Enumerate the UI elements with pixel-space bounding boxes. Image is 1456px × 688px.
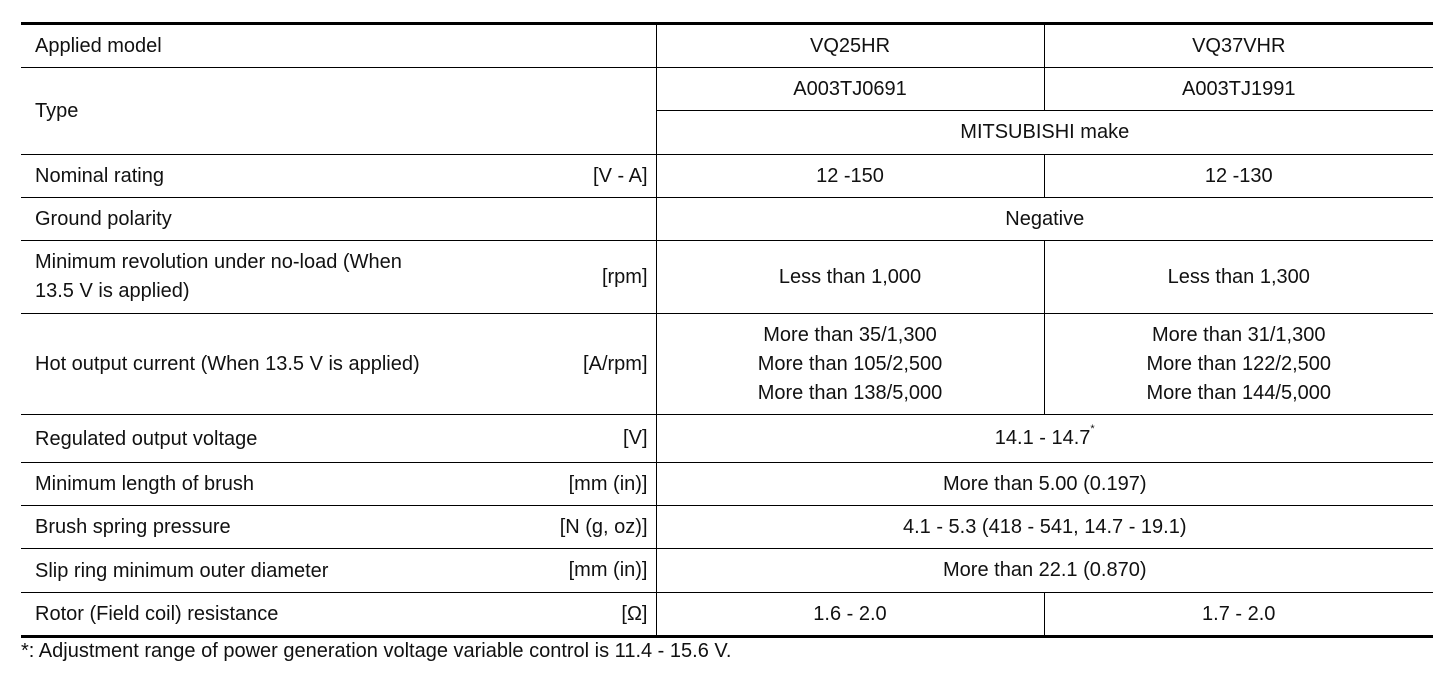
slip-ring-label: Slip ring minimum outer diameter: [35, 559, 329, 582]
hot-output-unit: [A/rpm]: [583, 352, 648, 375]
type-label: Type: [21, 68, 656, 155]
spring-pressure-label-cell: [21, 506, 656, 549]
row-brush-length: [21, 463, 1433, 506]
regulated-voltage-label: Regulated output voltage: [35, 427, 258, 450]
rotor-resistance-vq25hr: 1.6 - 2.0: [656, 593, 1044, 637]
hot-output-vq37vhr-line: More than 31/1,300: [1152, 323, 1326, 346]
ground-polarity-label: Ground polarity: [21, 198, 656, 241]
ground-polarity-value: Negative: [656, 198, 1433, 241]
min-revolution-vq25hr: Less than 1,000: [656, 241, 1044, 314]
row-ground-polarity: [21, 198, 1433, 241]
hot-output-vq37vhr: [1044, 314, 1433, 415]
brush-length-label: Minimum length of brush: [35, 473, 254, 495]
row-type: [21, 68, 1433, 111]
spring-pressure-value: 4.1 - 5.3 (418 - 541, 14.7 - 19.1): [656, 506, 1433, 549]
min-revolution-label-line1: Minimum revolution under no-load (When: [35, 251, 402, 273]
regulated-voltage-unit: [V]: [623, 427, 648, 449]
type-vq37vhr: A003TJ1991: [1044, 68, 1433, 111]
alternator-spec-table: [21, 22, 1433, 638]
type-make: MITSUBISHI make: [656, 111, 1433, 155]
model-vq37vhr: VQ37VHR: [1044, 24, 1433, 68]
regulated-voltage-label-cell: [21, 415, 656, 463]
hot-output-label: Hot output current (When 13.5 V is applied): [35, 353, 420, 375]
slip-ring-value: More than 22.1 (0.870): [656, 549, 1433, 593]
brush-length-value: More than 5.00 (0.197): [656, 463, 1433, 506]
nominal-rating-unit: [V - A]: [593, 164, 648, 187]
hot-output-label-cell: [21, 314, 656, 415]
row-applied-model: [21, 24, 1433, 68]
row-spring-pressure: [21, 506, 1433, 549]
model-vq25hr: VQ25HR: [656, 24, 1044, 68]
type-vq25hr: A003TJ0691: [656, 68, 1044, 111]
nominal-rating-vq37vhr: 12 -130: [1044, 155, 1433, 198]
regulated-voltage-value-cell: [656, 415, 1433, 463]
row-min-revolution: [21, 241, 1433, 314]
spring-pressure-unit: [N (g, oz)]: [559, 515, 648, 538]
applied-model-label: Applied model: [21, 24, 656, 68]
min-revolution-unit: [rpm]: [601, 265, 648, 288]
hot-output-vq25hr: [656, 314, 1044, 415]
row-regulated-voltage: [21, 415, 1433, 463]
rotor-resistance-vq37vhr: 1.7 - 2.0: [1044, 593, 1433, 637]
min-revolution-label-line2: 13.5 V is applied): [35, 280, 190, 302]
nominal-rating-label-cell: [21, 155, 656, 198]
rotor-resistance-unit: [Ω]: [621, 602, 648, 625]
min-revolution-label: [35, 248, 402, 306]
slip-ring-unit: [mm (in)]: [568, 559, 648, 581]
regulated-voltage-value: 14.1 - 14.7: [994, 427, 1091, 449]
row-slip-ring: [21, 549, 1433, 593]
hot-output-vq37vhr-line: More than 144/5,000: [1146, 381, 1332, 404]
brush-length-unit: [mm (in)]: [568, 472, 648, 495]
min-revolution-vq37vhr: Less than 1,300: [1044, 241, 1433, 314]
row-nominal-rating: [21, 155, 1433, 198]
spring-pressure-label: Brush spring pressure: [35, 516, 231, 538]
rotor-resistance-label: Rotor (Field coil) resistance: [35, 603, 279, 625]
hot-output-vq37vhr-line: More than 122/2,500: [1146, 352, 1332, 375]
rotor-resistance-label-cell: [21, 593, 656, 637]
min-revolution-label-cell: [21, 241, 656, 314]
row-hot-output-current: [21, 314, 1433, 415]
hot-output-vq25hr-line: More than 35/1,300: [763, 323, 937, 346]
row-rotor-resistance: [21, 593, 1433, 637]
footnote: *: Adjustment range of power generation voltage variable control is 11.4 - 15.6 V.: [21, 640, 732, 662]
nominal-rating-vq25hr: 12 -150: [656, 155, 1044, 198]
hot-output-vq25hr-line: More than 138/5,000: [757, 381, 943, 404]
brush-length-label-cell: [21, 463, 656, 506]
footnote-marker: *: [1090, 423, 1095, 435]
hot-output-vq25hr-line: More than 105/2,500: [757, 352, 943, 375]
slip-ring-label-cell: [21, 549, 656, 593]
nominal-rating-label: Nominal rating: [35, 165, 164, 187]
